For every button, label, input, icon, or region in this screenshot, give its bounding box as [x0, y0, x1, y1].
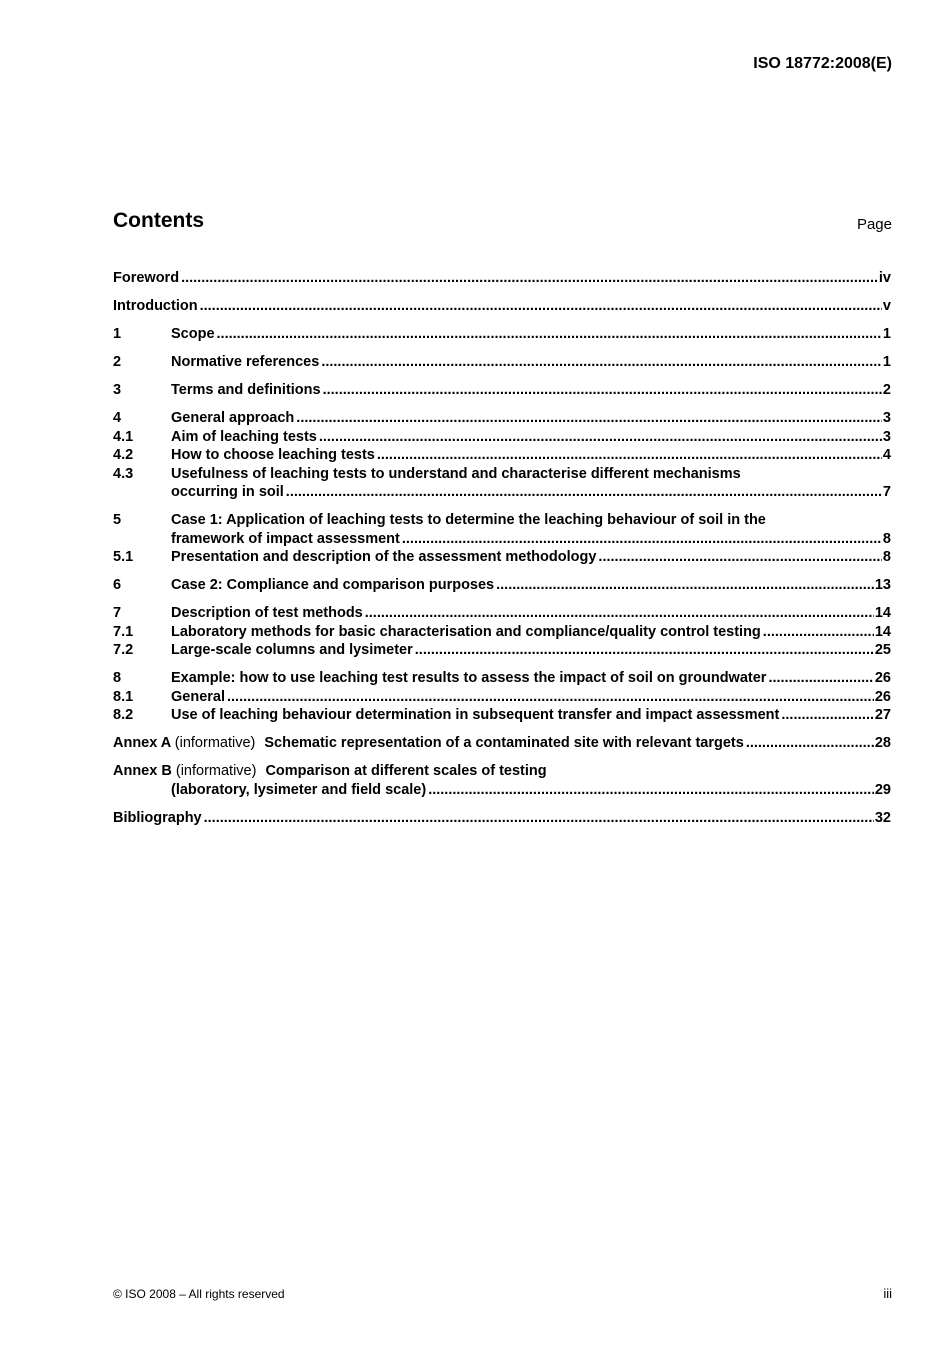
toc-entry-terms-definitions[interactable]: [113, 381, 891, 400]
toc-entry-page: 14: [874, 605, 891, 621]
toc-entry-page: 3: [882, 410, 891, 426]
toc-entry-case-2[interactable]: [113, 576, 891, 595]
toc-entry-page: 1: [882, 326, 891, 342]
toc-entry-title: Use of leaching behaviour determination in subsequent transfer and impact assessment: [171, 707, 780, 723]
toc-entry-page: 3: [882, 428, 891, 445]
toc-group: [113, 604, 891, 660]
toc-entry-title: Laboratory methods for basic characterisation and compliance/quality control testing: [171, 623, 761, 640]
toc-entry-page: 2: [882, 382, 891, 398]
toc-entry-title: General approach: [171, 410, 295, 426]
toc-entry-page: 4: [882, 447, 891, 463]
toc-entry-introduction[interactable]: [113, 297, 891, 316]
toc-entry-title: Normative references: [171, 354, 320, 370]
toc-entry-page: 26: [874, 688, 891, 705]
toc-entry-page: 13: [874, 577, 891, 593]
toc-entry-number: 4.2: [113, 447, 134, 463]
toc-entry-laboratory-methods[interactable]: [113, 623, 891, 642]
toc-entry-title: General: [171, 688, 225, 705]
toc-group: [113, 381, 891, 400]
toc-entry-number: 8.1: [113, 688, 134, 705]
contents-heading: Contents: [113, 209, 204, 232]
toc-entry-title: Schematic representation of a contaminated site with relevant targets: [264, 735, 744, 751]
toc-entry-title: Large-scale columns and lysimeter: [171, 642, 413, 658]
toc-group: [113, 269, 891, 288]
toc-entry-how-to-choose[interactable]: [113, 446, 891, 465]
toc-entry-title-cont: occurring in soil: [171, 484, 284, 500]
toc-group: [113, 809, 891, 828]
toc-entry-example[interactable]: [113, 669, 891, 688]
toc-entry-aim-of-leaching-tests[interactable]: [113, 428, 891, 447]
toc-entry-title: Presentation and description of the assessment methodology: [171, 549, 597, 565]
toc-entry-page: v: [882, 298, 891, 314]
toc-entry-normative-references[interactable]: [113, 353, 891, 372]
toc-entry-title: Case 1: Application of leaching tests to determine the leaching behaviour of soil in the: [171, 512, 766, 528]
toc-entry-general-approach[interactable]: [113, 409, 891, 428]
toc-entry-title: Terms and definitions: [171, 382, 321, 398]
toc-entry-title-cont: (laboratory, lysimeter and field scale): [171, 781, 427, 798]
toc-entry-number: 5.1: [113, 549, 134, 565]
toc-entry-title: How to choose leaching tests: [171, 447, 375, 463]
toc-entry-number: 4.3: [113, 465, 134, 482]
toc-group: [113, 511, 891, 567]
toc-entry-page: 25: [874, 642, 891, 658]
toc-entry-title: Case 2: Compliance and comparison purposes: [171, 577, 495, 593]
toc-group: [113, 353, 891, 372]
toc-entry-usefulness-cont[interactable]: [113, 483, 891, 502]
toc-entry-number: 6: [113, 577, 122, 593]
toc-group: [113, 409, 891, 502]
toc-entry-number: 8: [113, 670, 122, 686]
toc-entry-case-1[interactable]: [113, 511, 891, 530]
toc-entry-annex-b[interactable]: [113, 762, 891, 781]
toc-entry-title: Usefulness of leaching tests to understand and characterise different mechanisms: [171, 465, 741, 482]
toc-entry-title: Description of test methods: [171, 605, 363, 621]
toc-entry-title-cont: framework of impact assessment: [171, 530, 400, 547]
toc-entry-title: Bibliography: [113, 809, 202, 826]
toc-entry-page: 32: [874, 809, 891, 826]
annex-type: (informative): [175, 763, 257, 779]
toc-entry-number: 5: [113, 512, 122, 528]
toc-entry-case-1-cont[interactable]: [113, 530, 891, 549]
toc-group: [113, 734, 891, 753]
toc-entry-title: Foreword: [113, 270, 180, 286]
footer-page-number: iii: [883, 1286, 892, 1301]
toc-group: [113, 669, 891, 725]
toc-entry-title: Scope: [171, 326, 215, 342]
toc-group: [113, 325, 891, 344]
toc-group: [113, 762, 891, 799]
document-id: ISO 18772:2008(E): [753, 55, 892, 72]
toc-entry-page: 27: [874, 707, 891, 723]
toc-entry-page: 28: [874, 735, 891, 751]
toc-entry-large-scale-columns[interactable]: [113, 641, 891, 660]
footer-copyright: © ISO 2008 – All rights reserved: [113, 1287, 285, 1301]
toc-group: [113, 297, 891, 316]
annex-label: Annex B: [113, 763, 172, 779]
toc-entry-number: 7.1: [113, 623, 134, 640]
annex-type: (informative): [174, 735, 256, 751]
toc-entry-general[interactable]: [113, 688, 891, 707]
toc-entry-page: 26: [874, 670, 891, 686]
toc-entry-number: 8.2: [113, 707, 134, 723]
toc-entry-scope[interactable]: [113, 325, 891, 344]
toc-entry-title: Example: how to use leaching test results to assess the impact of soil on groundwater: [171, 670, 767, 686]
toc-entry-page: 8: [882, 530, 891, 547]
toc-group: [113, 576, 891, 595]
toc-entry-title: Comparison at different scales of testing: [265, 763, 547, 779]
toc-entry-presentation[interactable]: [113, 548, 891, 567]
toc-entry-page: 14: [874, 623, 891, 640]
toc-entry-page: iv: [878, 270, 891, 286]
annex-label: Annex A: [113, 735, 171, 751]
toc-entry-use-of-leaching[interactable]: [113, 706, 891, 725]
toc-entry-bibliography[interactable]: [113, 809, 891, 828]
toc-entry-number: 7.2: [113, 642, 134, 658]
toc-entry-page: 7: [882, 484, 891, 500]
toc-entry-test-methods[interactable]: [113, 604, 891, 623]
toc-entry-foreword[interactable]: [113, 269, 891, 288]
page-column-label: Page: [856, 216, 892, 233]
toc-entry-title: Aim of leaching tests: [171, 428, 317, 445]
toc-entry-number: 2: [113, 354, 122, 370]
toc-entry-page: 1: [882, 354, 891, 370]
toc-entry-number: 4.1: [113, 428, 134, 445]
toc-entry-page: 29: [874, 781, 891, 798]
toc-entry-number: 4: [113, 410, 122, 426]
toc-entry-annex-a[interactable]: [113, 734, 891, 753]
toc-entry-number: 3: [113, 382, 122, 398]
toc-entry-usefulness[interactable]: [113, 465, 891, 484]
toc-entry-number: 7: [113, 605, 122, 621]
toc-entry-page: 8: [882, 549, 891, 565]
toc-entry-title: Introduction: [113, 298, 198, 314]
toc-entry-number: 1: [113, 326, 122, 342]
table-of-contents: [113, 269, 891, 837]
toc-entry-annex-b-cont[interactable]: [113, 781, 891, 800]
